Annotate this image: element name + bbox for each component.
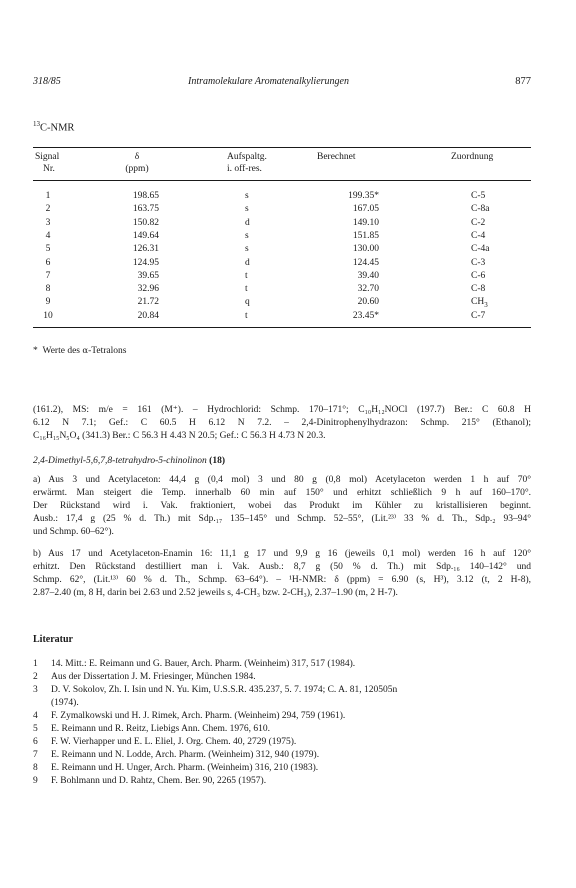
- cell-signal-nr: 10: [43, 310, 53, 321]
- cell-delta: 32.96: [137, 284, 159, 295]
- cell-signal-nr: 7: [45, 270, 51, 281]
- reference-number: 9: [33, 776, 38, 786]
- header-running-title: Intramolekulare Aromatenalkylierungen: [188, 76, 349, 87]
- cell-signal-nr: 3: [45, 217, 51, 228]
- cell-aufspaltung: d: [245, 257, 250, 268]
- section-title: [33, 120, 74, 134]
- analysis-paragraph: [33, 404, 531, 443]
- col-header-aufspaltung: [227, 151, 267, 175]
- header-journal-ref: 318/85: [33, 76, 61, 87]
- cell-signal-nr: 4: [45, 230, 51, 241]
- col-header-berechnet: Berechnet: [317, 152, 356, 162]
- cell-delta: 149.64: [132, 230, 159, 241]
- footnote-text-end: -Tetralons: [88, 346, 127, 356]
- cell-aufspaltung: t: [245, 270, 248, 281]
- cell-aufspaltung: q: [245, 297, 250, 308]
- cell-berechnet: 130.00: [352, 244, 379, 255]
- paragraph-line: erwärmt. Man steigert die Temp. innerhalb 60 min auf 150° und erhitzt schließlich 9 h auf 160–170°.: [33, 488, 531, 498]
- col-header-signal: [35, 151, 59, 175]
- reference-number: 6: [33, 737, 38, 747]
- col-header-aufspaltung-line2: i. off-res.: [227, 164, 262, 174]
- col-header-zuordnung: Zuordnung: [451, 152, 494, 162]
- paragraph-line: Ausb.: 17,4 g (25 % d. Th.) mit Sdp.₁₇ 135–145° und Schmp. 52–55°, (Lit.²³⁾ 33 % d. Th., Sdp.₂ 93–94°: [33, 514, 531, 524]
- cell-signal-nr: 5: [45, 244, 51, 255]
- reference-number: 3: [33, 685, 38, 695]
- section-title-text: C-NMR: [40, 122, 75, 134]
- cell-zuordnung: C-4a: [471, 244, 490, 255]
- reference-text-line: F. W. Vierhapper und E. L. Eliel, J. Org. Chem. 40, 2729 (1975).: [51, 737, 297, 747]
- footnote-text: Werte des: [42, 346, 83, 356]
- reference-number: 2: [33, 672, 38, 682]
- cell-zuordnung: $CH_3$: [471, 297, 488, 310]
- cell-zuordnung: C-6: [471, 270, 486, 281]
- section-title-superscript: 13: [33, 120, 40, 128]
- paragraph-line: Der Rückstand wird i. Vak. fraktioniert, wobei das Produkt im Kühler zu kristallisieren beginnt.: [33, 501, 531, 511]
- paragraph-line: C₁₆H₁₅N₅O₄ (341.3) Ber.: C 56.3 H 4.43 N 20.5; Gef.: C 56.3 H 4.73 N 20.3.: [33, 431, 326, 441]
- cell-berechnet: 32.70: [357, 284, 379, 295]
- cell-zuordnung: C-7: [471, 310, 486, 321]
- reference-item: [33, 671, 531, 684]
- reference-text-line: E. Reimann und H. Unger, Arch. Pharm. (Weinheim) 316, 210 (1983).: [51, 763, 319, 773]
- reference-number: 5: [33, 724, 38, 734]
- cell-signal-nr: 2: [45, 204, 51, 215]
- paragraph-line: 6.12 N 7.1; Gef.: C 60.5 H 6.12 N 7.2. – 2,4-Dinitrophenylhydrazon: Schmp. 215° (Ethanol);: [33, 418, 531, 428]
- cell-delta: 20.84: [137, 310, 159, 321]
- compound-number: (18): [209, 456, 225, 466]
- paragraph-line: a) Aus 3 und Acetylaceton: 44,4 g (0,4 mol) 3 und 80 g (0,8 mol) Acetylaceton werden 1 h auf 70°: [33, 475, 531, 485]
- cell-berechnet: 39.40: [357, 270, 379, 281]
- cell-aufspaltung: s: [245, 230, 249, 241]
- cell-berechnet: 20.60: [357, 297, 379, 308]
- reference-item: [33, 775, 531, 788]
- paragraph-line: 2.87–2.40 (m, 8 H, darin bei 2.63 und 2.52 jeweils s, 4-CH₃ bzw. 2-CH₃), 2.37–1.90 (m, 2 H-7).: [33, 588, 398, 598]
- reference-text: [51, 723, 270, 736]
- footnote-alpha: α: [82, 346, 89, 356]
- cell-berechnet: 124.45: [352, 257, 379, 268]
- col-header-signal-line2: Nr.: [43, 164, 55, 174]
- reference-text-line: 14. Mitt.: E. Reimann und G. Bauer, Arch. Pharm. (Weinheim) 317, 517 (1984).: [51, 659, 356, 669]
- reference-item: [33, 749, 531, 762]
- cell-berechnet: 199.35*: [348, 191, 379, 201]
- cell-zuordnung: C-5: [471, 191, 486, 201]
- reference-text: [51, 710, 345, 723]
- journal-page: [33, 0, 531, 888]
- cell-aufspaltung: t: [245, 284, 248, 295]
- reference-text: [51, 775, 266, 788]
- cell-berechnet: 149.10: [352, 217, 379, 228]
- cell-signal-nr: 8: [45, 284, 51, 295]
- table-top-rule: [33, 147, 531, 148]
- col-header-aufspaltung-line1: Aufspaltg.: [227, 152, 267, 162]
- reference-number: 7: [33, 750, 38, 760]
- table-bottom-rule: [33, 327, 531, 328]
- cell-zuordnung: C-4: [471, 230, 486, 241]
- reference-item: [33, 710, 531, 723]
- reference-number: 1: [33, 659, 38, 669]
- reference-item: [33, 762, 531, 775]
- cell-zuordnung: C-2: [471, 217, 486, 228]
- reference-text: [51, 658, 355, 671]
- footnote-star: *: [33, 346, 38, 356]
- col-header-delta-line2: (ppm): [125, 164, 149, 174]
- cell-delta: 124.95: [132, 257, 159, 268]
- cell-delta: 39.65: [137, 270, 159, 281]
- reference-item: [33, 658, 531, 671]
- reference-item: [33, 684, 531, 710]
- table-footnote: [33, 346, 127, 356]
- reference-text-line: F. Bohlmann und D. Rahtz, Chem. Ber. 90, 2265 (1957).: [51, 776, 267, 786]
- reference-number: 4: [33, 711, 38, 721]
- cell-signal-nr: 9: [45, 297, 51, 308]
- cell-signal-nr: 6: [45, 257, 51, 268]
- paragraph-line: erhitzt. Den Rückstand destilliert man i. Vak. Ausb.: 8,7 g (50 % d. Th.) mit Sdp.₁₆ 140–142° und: [33, 562, 531, 572]
- reference-text-line: F. Zymalkowski und H. J. Rimek, Arch. Pharm. (Weinheim) 294, 759 (1961).: [51, 711, 346, 721]
- compound-name: 2,4-Dimethyl-5,6,7,8-tetrahydro-5-chinolinon: [33, 456, 207, 466]
- col-header-signal-line1: Signal: [35, 152, 60, 162]
- cell-berechnet: 23.45*: [352, 310, 379, 321]
- cell-aufspaltung: s: [245, 244, 249, 255]
- procedure-a-paragraph: [33, 474, 531, 539]
- reference-number: 8: [33, 763, 38, 773]
- compound-heading: [33, 456, 225, 466]
- reference-text: [51, 684, 397, 710]
- col-header-delta: [113, 151, 161, 175]
- paragraph-line: und Schmp. 60–62°).: [33, 527, 114, 537]
- cell-aufspaltung: d: [245, 217, 250, 228]
- reference-text: [51, 749, 319, 762]
- procedure-b-paragraph: [33, 548, 531, 600]
- reference-text-line: (1974).: [51, 698, 79, 708]
- reference-text-line: D. V. Sokolov, Zh. I. Isin und N. Yu. Kim, U.S.S.R. 435.237, 5. 7. 1974; C. A. 81, 120505n: [51, 685, 398, 695]
- cell-delta: 21.72: [137, 297, 159, 308]
- cell-aufspaltung: s: [245, 191, 249, 201]
- reference-text: [51, 736, 296, 749]
- cell-berechnet: 167.05: [352, 204, 379, 215]
- reference-text: [51, 671, 256, 684]
- col-header-delta-line1: δ: [134, 152, 140, 162]
- reference-text: [51, 762, 318, 775]
- cell-aufspaltung: t: [245, 310, 248, 321]
- reference-text-line: E. Reimann und N. Lodde, Arch. Pharm. (Weinheim) 312, 940 (1979).: [51, 750, 320, 760]
- reference-list: [33, 658, 531, 788]
- cell-berechnet: 151.85: [352, 230, 379, 241]
- cell-zuordnung: C-8a: [471, 204, 490, 215]
- paragraph-line: Schmp. 62°, (Lit.¹³⁾ 60 % d. Th., Schmp. 63–64°). – ¹H-NMR: δ (ppm) = 6.90 (s, H³), 3.12 (t, 2 H-8),: [33, 575, 531, 585]
- paragraph-line: (161.2), MS: m/e = 161 (M⁺). – Hydrochlorid: Schmp. 170–171°; C₁₀H₁₂NOCl (197.7) Ber.: C 60.8 H: [33, 405, 531, 415]
- reference-text-line: Aus der Dissertation J. M. Friesinger, München 1984.: [51, 672, 256, 682]
- cell-delta: 126.31: [132, 244, 159, 255]
- cell-zuordnung: C-8: [471, 284, 486, 295]
- paragraph-line: b) Aus 17 und Acetylaceton-Enamin 16: 11,1 g 17 und 9,9 g 16 (jeweils 0,1 mol) werden 16 h auf 120°: [33, 549, 531, 559]
- literatur-heading: Literatur: [33, 634, 73, 645]
- cell-aufspaltung: s: [245, 204, 249, 215]
- table-header-rule: [33, 180, 531, 181]
- cell-delta: 198.65: [132, 191, 159, 201]
- cell-signal-nr: 1: [45, 191, 51, 201]
- reference-text-line: E. Reimann und R. Reitz, Liebigs Ann. Chem. 1976, 610.: [51, 724, 271, 734]
- page-number: 877: [515, 76, 531, 87]
- cell-delta: 163.75: [132, 204, 159, 215]
- reference-item: [33, 723, 531, 736]
- cell-delta: 150.82: [132, 217, 159, 228]
- cell-zuordnung: C-3: [471, 257, 486, 268]
- reference-item: [33, 736, 531, 749]
